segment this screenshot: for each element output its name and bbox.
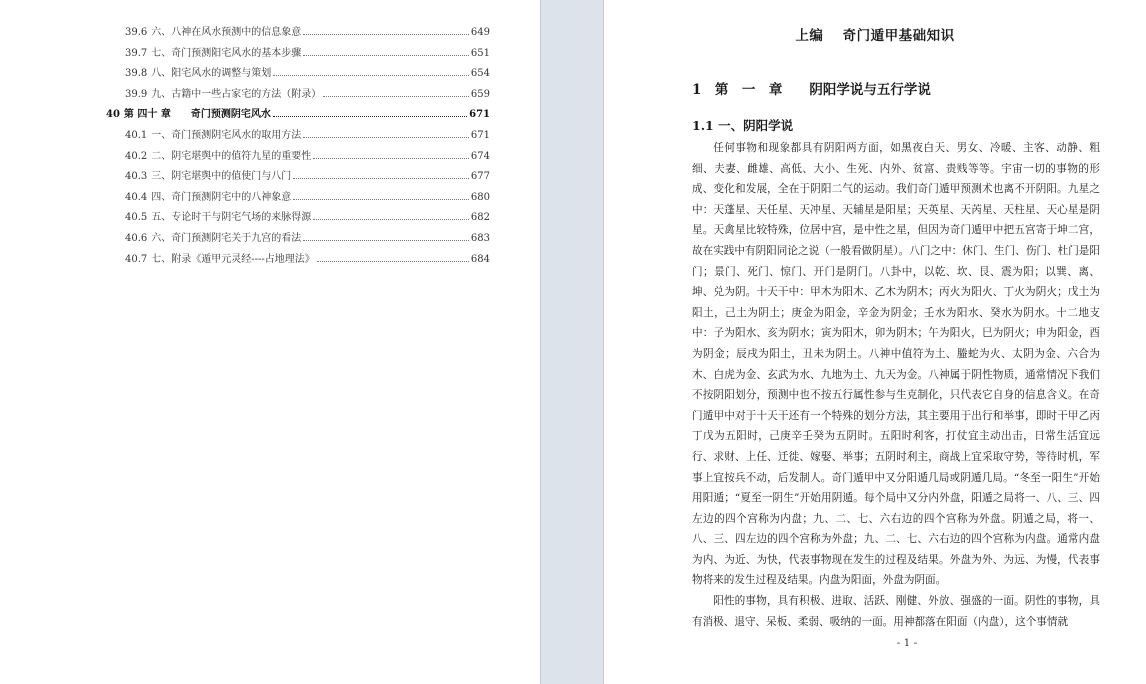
toc-entry-number: 40.6 [125,232,148,244]
toc-entry[interactable] [106,167,490,188]
toc-entry-page: 677 [470,171,490,183]
toc-entry[interactable] [106,85,490,106]
toc-entry-title: 七、附录《遁甲元灵经----占地理法》 [151,253,315,265]
toc-entry-title: 五、专论时干与阴宅气场的来脉得源 [151,212,312,224]
toc-entry-number: 40 [106,109,120,121]
table-of-contents [106,23,490,270]
toc-entry-page: 654 [470,68,490,80]
toc-entry-page: 659 [470,88,490,100]
section-title: 1.1 一、阴阳学说 [692,118,794,133]
toc-entry-page: 684 [470,253,490,265]
toc-entry[interactable] [106,250,490,271]
toc-entry-title: 二、阴宅堪舆中的值符九星的重要性 [151,150,312,162]
paragraph: 阳性的事物，具有积极、进取、活跃、刚健、外放、强盛的一面。阴性的事物，具有消极、退守、呆板、柔弱、吸纳的一面。用神都落在阳面（内盘），这个事情就 [692,595,1100,628]
toc-entry[interactable] [106,23,490,44]
toc-entry-title: 八、阳宅风水的调整与策划 [151,68,272,80]
paragraph: 任何事物和现象都具有阴阳两方面，如黑夜白天、男女、冷暖、主客、动静、粗细、夫妻、雌雄、高低、大小、生死、内外、贫富、贵贱等等。宇宙一切的事物的形成、变化和发展，全在于阴阳二气的运动。我们奇门遁甲预测术也离不开阴阳。九星之中：天蓬星、天任星、天冲星、天辅星是阳星；天英星、天芮星、天柱星、天心星是阴星。天禽星比较特殊，位居中宫，是中性之星，但因为奇门遁甲中把五宫寄于坤二宫，故在实践中有阴阳同论之说（一般看做阴星）。八门之中：休门、生门、伤门、杜门是阳门；景门、死门、惊门、开门是阴门。八卦中，以乾、坎、艮、震为阳；以巽、离、坤、兑为阴。十天干中：甲木为阳木、乙木为阴木；丙火为阳火、丁火为阴火；戊土为阳土，己土为阴土；庚金为阳金，辛金为阴金；壬水为阳水、癸水为阴水。十二地支中：子为阳水、亥为阴水；寅为阳木，卯为阴木；午为阳火，巳为阴火；申为阳金，酉为阴金；辰戌为阳土，丑未为阴土。八神中值符为土、螣蛇为火、太阴为金、六合为木、白虎为金、玄武为水、九地为土、九天为金。八神属于阴性物质，通常情况下我们不按阴阳划分，预测中也不按五行属性参与生克制化，只代表它自身的信息含义。在奇门遁甲中对于十天干还有一个特殊的划分方法，其主要用于出行和举事，即时干甲乙丙丁戊为五阳时，己庚辛壬癸为五阴时。五阳时利客，打仗宜主动出击，日常生活宜远行、求财、上任、迁徙、嫁娶、举事；五阴时利主，商战上宜采取守势，等待时机，军事上宜按兵不动，后发制人。奇门遁甲中又分阳遁几局或阴遁几局。“冬至一阳生”开始用阳遁；“夏至一阴生”开始用阴遁。每个局中又分内外盘，阳遁之局将一、八、三、四左边的四个宫称为内盘；九、二、七、六右边的四个宫称为外盘。阴遁之局，将一、八、三、四左边的四个宫称为外盘；九、二、七、六右边的四个宫称为内盘。通常内盘为内、为近、为快，代表事物现在发生的过程及结果。外盘为外、为远、为慢，代表事物将来的发生过程及结果。内盘为阳面，外盘为阴面。 [692,142,1100,587]
toc-entry[interactable] [106,147,490,168]
toc-entry-title: 六、八神在风水预测中的信息象意 [151,27,302,38]
gutter-edge-left [540,0,541,684]
toc-entry[interactable] [106,208,490,229]
toc-entry-number: 40.1 [125,129,148,141]
toc-entry-title: 七、奇门预测阳宅风水的基本步骤 [151,47,302,59]
toc-dot-leader [313,219,469,220]
toc-entry-title: 九、古籍中一些占家宅的方法（附录） [151,88,322,100]
toc-dot-leader [293,178,469,179]
body-text [692,138,1100,632]
toc-entry[interactable] [106,188,490,209]
toc-entry[interactable] [106,64,490,85]
toc-entry-page: 680 [470,191,490,203]
right-page [604,0,1146,684]
toc-dot-leader [317,261,469,262]
toc-dot-leader [303,55,469,56]
toc-entry-page: 671 [469,109,490,121]
toc-dot-leader [303,240,469,241]
toc-entry-page: 674 [470,150,490,162]
toc-entry-title: 三、阴宅堪舆中的值使门与八门 [151,171,292,183]
toc-entry-number: 40.7 [125,253,148,265]
toc-dot-leader [313,158,469,159]
toc-entry-number: 39.8 [125,68,148,80]
toc-entry[interactable] [106,229,490,250]
toc-entry-number: 39.9 [125,88,148,100]
toc-entry-number: 40.3 [125,171,148,183]
toc-entry-page: 671 [470,129,490,141]
toc-entry-title: 四、奇门预测阴宅中的八神象意 [151,191,292,203]
toc-entry-title: 一、奇门预测阴宅风水的取用方法 [151,129,302,141]
toc-dot-leader [303,137,469,138]
toc-dot-leader [323,96,469,97]
toc-entry[interactable] [106,44,490,65]
toc-entry-page: 682 [470,212,490,224]
toc-chapter-entry[interactable] [106,105,490,126]
toc-entry-number: 39.6 [125,27,148,38]
page-gutter [540,0,604,684]
toc-entry[interactable] [106,126,490,147]
toc-entry-number: 39.7 [125,47,148,59]
part-title: 上编 奇门遁甲基础知识 [795,28,955,44]
toc-entry-title: 六、奇门预测阴宅关于九宫的看法 [151,232,302,244]
toc-entry-title: 第 四十 章 奇门预测阴宅风水 [123,109,271,121]
left-page [0,0,540,684]
toc-dot-leader [293,199,469,200]
toc-entry-page: 649 [470,27,490,38]
toc-dot-leader [273,116,467,117]
page-number: - 1 - [896,637,918,649]
toc-entry-page: 683 [470,232,490,244]
chapter-title: 1 第 一 章 阴阳学说与五行学说 [692,82,931,98]
toc-entry-page: 651 [470,47,490,59]
toc-dot-leader [273,75,469,76]
toc-entry-number: 40.5 [125,212,148,224]
toc-entry-number: 40.2 [125,150,148,162]
toc-entry-number: 40.4 [125,191,148,203]
toc-dot-leader [303,34,469,35]
